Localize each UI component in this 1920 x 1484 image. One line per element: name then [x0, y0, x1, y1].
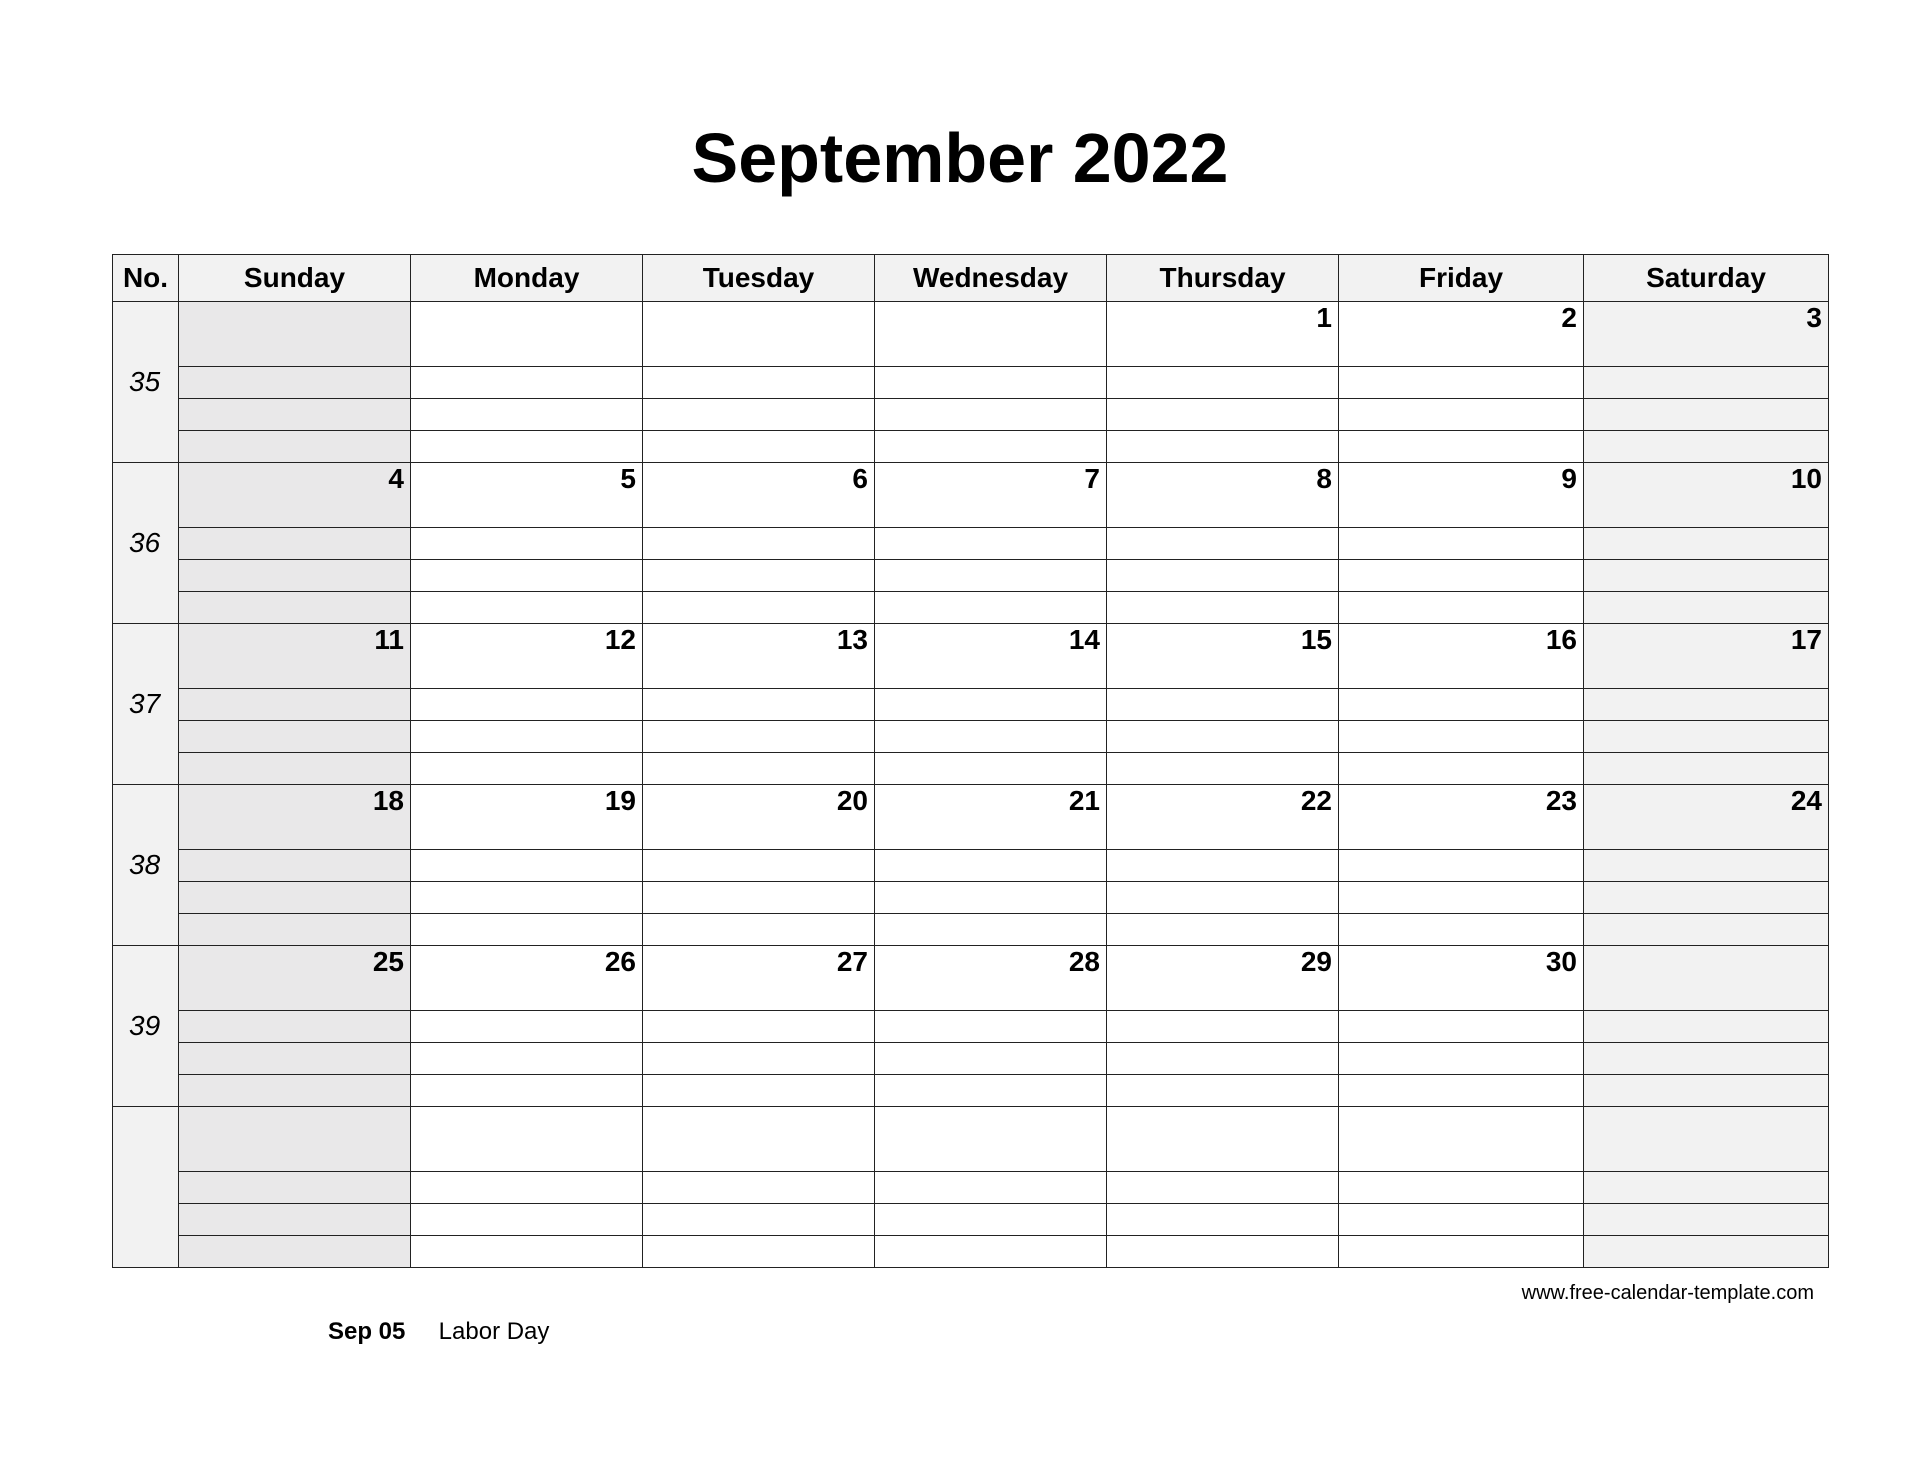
note-line: [411, 1204, 643, 1236]
note-line: [643, 850, 875, 882]
day-cell-friday: 23: [1339, 785, 1584, 850]
note-line: [1584, 1172, 1829, 1204]
note-line: [643, 1011, 875, 1043]
day-cell-thursday: 29: [1107, 946, 1339, 1011]
day-cell-thursday: 22: [1107, 785, 1339, 850]
note-line: [1339, 850, 1584, 882]
note-line: [1339, 592, 1584, 624]
note-line: [179, 528, 411, 560]
holiday-name: Labor Day: [438, 1318, 550, 1345]
week-row: [113, 463, 1829, 528]
note-line: [875, 1075, 1107, 1107]
note-line: [179, 399, 411, 431]
note-line: [1584, 592, 1829, 624]
note-line: [1584, 399, 1829, 431]
note-line: [1339, 689, 1584, 721]
note-line-row: [113, 1236, 1829, 1268]
day-cell-wednesday: [875, 1107, 1107, 1172]
day-cell-wednesday: 21: [875, 785, 1107, 850]
note-line-row: [113, 528, 1829, 560]
day-cell-wednesday: 14: [875, 624, 1107, 689]
note-line: [875, 367, 1107, 399]
note-line: [643, 399, 875, 431]
calendar-title: September 2022: [691, 119, 1229, 197]
note-line-row: [113, 1011, 1829, 1043]
note-line: [411, 721, 643, 753]
day-header-wednesday: Wednesday: [875, 255, 1107, 302]
day-cell-thursday: 15: [1107, 624, 1339, 689]
note-line: [179, 1043, 411, 1075]
note-line: [643, 882, 875, 914]
note-line: [1339, 882, 1584, 914]
note-line: [411, 850, 643, 882]
note-line: [1339, 914, 1584, 946]
note-line: [411, 592, 643, 624]
day-cell-tuesday: [643, 1107, 875, 1172]
note-line: [1584, 850, 1829, 882]
day-cell-monday: 5: [411, 463, 643, 528]
note-line: [643, 528, 875, 560]
note-line: [1107, 914, 1339, 946]
note-line: [643, 1204, 875, 1236]
note-line: [1107, 399, 1339, 431]
note-line: [1107, 431, 1339, 463]
note-line: [1584, 1236, 1829, 1268]
day-cell-sunday: 11: [179, 624, 411, 689]
holiday-item: [328, 1318, 549, 1346]
day-cell-thursday: 8: [1107, 463, 1339, 528]
note-line-row: [113, 367, 1829, 399]
note-line: [1584, 753, 1829, 785]
note-line-row: [113, 1075, 1829, 1107]
note-line: [1107, 528, 1339, 560]
note-line: [1339, 1075, 1584, 1107]
note-line: [1339, 1204, 1584, 1236]
note-line: [1107, 850, 1339, 882]
note-line: [179, 367, 411, 399]
note-line: [875, 1011, 1107, 1043]
week-row: [113, 946, 1829, 1011]
note-line: [1339, 721, 1584, 753]
note-line: [1107, 1011, 1339, 1043]
note-line: [411, 1172, 643, 1204]
note-line: [643, 367, 875, 399]
week-number: 39: [113, 946, 179, 1107]
day-cell-friday: 9: [1339, 463, 1584, 528]
day-cell-sunday: [179, 302, 411, 367]
holiday-date: Sep 05: [328, 1318, 406, 1345]
day-cell-tuesday: 27: [643, 946, 875, 1011]
day-cell-sunday: 4: [179, 463, 411, 528]
note-line: [875, 753, 1107, 785]
note-line: [1584, 367, 1829, 399]
note-line-row: [113, 689, 1829, 721]
note-line: [1339, 1011, 1584, 1043]
weekday-header-row: [113, 255, 1829, 302]
note-line: [179, 431, 411, 463]
calendar-body: [113, 302, 1829, 1268]
note-line: [875, 914, 1107, 946]
note-line: [179, 1011, 411, 1043]
note-line: [179, 592, 411, 624]
note-line: [1584, 914, 1829, 946]
week-number-header: No.: [113, 255, 179, 302]
note-line: [875, 1172, 1107, 1204]
note-line: [411, 431, 643, 463]
note-line: [1584, 882, 1829, 914]
note-line: [1584, 689, 1829, 721]
note-line: [1584, 1011, 1829, 1043]
note-line: [875, 850, 1107, 882]
week-row: [113, 624, 1829, 689]
day-cell-wednesday: 28: [875, 946, 1107, 1011]
day-cell-tuesday: 6: [643, 463, 875, 528]
week-number: 38: [113, 785, 179, 946]
day-header-friday: Friday: [1339, 255, 1584, 302]
note-line: [411, 689, 643, 721]
note-line: [1107, 1043, 1339, 1075]
day-cell-tuesday: 20: [643, 785, 875, 850]
note-line: [1339, 528, 1584, 560]
note-line-row: [113, 560, 1829, 592]
note-line: [1339, 1043, 1584, 1075]
note-line: [643, 560, 875, 592]
note-line: [875, 882, 1107, 914]
day-header-saturday: Saturday: [1584, 255, 1829, 302]
note-line-row: [113, 399, 1829, 431]
note-line: [179, 1204, 411, 1236]
day-cell-saturday: [1584, 946, 1829, 1011]
note-line: [411, 882, 643, 914]
note-line: [1339, 399, 1584, 431]
day-cell-tuesday: [643, 302, 875, 367]
note-line: [1339, 1236, 1584, 1268]
note-line: [875, 528, 1107, 560]
day-cell-tuesday: 13: [643, 624, 875, 689]
note-line-row: [113, 914, 1829, 946]
note-line: [643, 914, 875, 946]
note-line: [1107, 592, 1339, 624]
note-line: [1107, 1075, 1339, 1107]
note-line: [411, 1011, 643, 1043]
note-line-row: [113, 721, 1829, 753]
note-line: [875, 592, 1107, 624]
note-line-row: [113, 882, 1829, 914]
day-cell-friday: 2: [1339, 302, 1584, 367]
note-line: [1107, 1172, 1339, 1204]
day-cell-wednesday: [875, 302, 1107, 367]
note-line: [179, 1236, 411, 1268]
note-line: [1584, 1075, 1829, 1107]
note-line: [411, 914, 643, 946]
note-line: [179, 1172, 411, 1204]
day-cell-monday: 19: [411, 785, 643, 850]
day-cell-monday: 26: [411, 946, 643, 1011]
week-number: 37: [113, 624, 179, 785]
note-line: [875, 1043, 1107, 1075]
day-cell-monday: 12: [411, 624, 643, 689]
day-cell-friday: [1339, 1107, 1584, 1172]
note-line: [1339, 431, 1584, 463]
note-line: [643, 689, 875, 721]
day-cell-thursday: 1: [1107, 302, 1339, 367]
day-cell-saturday: 10: [1584, 463, 1829, 528]
note-line: [1107, 1236, 1339, 1268]
note-line: [179, 850, 411, 882]
note-line: [1584, 1204, 1829, 1236]
note-line-row: [113, 753, 1829, 785]
note-line: [179, 753, 411, 785]
note-line: [411, 1075, 643, 1107]
note-line: [1107, 560, 1339, 592]
day-cell-saturday: 17: [1584, 624, 1829, 689]
note-line: [411, 399, 643, 431]
day-header-thursday: Thursday: [1107, 255, 1339, 302]
day-cell-thursday: [1107, 1107, 1339, 1172]
note-line: [1107, 721, 1339, 753]
week-number: [113, 1107, 179, 1268]
note-line: [1339, 560, 1584, 592]
note-line-row: [113, 1043, 1829, 1075]
day-cell-wednesday: 7: [875, 463, 1107, 528]
calendar-grid: [112, 254, 1829, 1268]
note-line-row: [113, 592, 1829, 624]
note-line: [643, 1236, 875, 1268]
note-line: [411, 367, 643, 399]
week-row: [113, 1107, 1829, 1172]
day-cell-sunday: 18: [179, 785, 411, 850]
note-line: [1107, 1204, 1339, 1236]
day-cell-saturday: [1584, 1107, 1829, 1172]
note-line: [643, 1043, 875, 1075]
note-line: [179, 1075, 411, 1107]
note-line: [411, 753, 643, 785]
week-row: [113, 785, 1829, 850]
note-line: [1584, 528, 1829, 560]
note-line: [411, 560, 643, 592]
note-line: [1339, 367, 1584, 399]
day-cell-friday: 30: [1339, 946, 1584, 1011]
note-line: [875, 721, 1107, 753]
week-number: 36: [113, 463, 179, 624]
note-line: [1339, 753, 1584, 785]
note-line: [179, 560, 411, 592]
day-cell-sunday: [179, 1107, 411, 1172]
note-line: [1107, 367, 1339, 399]
day-cell-friday: 16: [1339, 624, 1584, 689]
note-line: [875, 1236, 1107, 1268]
note-line: [179, 882, 411, 914]
note-line: [1584, 431, 1829, 463]
day-cell-saturday: 24: [1584, 785, 1829, 850]
note-line: [643, 721, 875, 753]
note-line: [179, 689, 411, 721]
note-line-row: [113, 1172, 1829, 1204]
day-cell-monday: [411, 302, 643, 367]
week-number: 35: [113, 302, 179, 463]
note-line: [875, 399, 1107, 431]
day-header-sunday: Sunday: [179, 255, 411, 302]
note-line-row: [113, 850, 1829, 882]
note-line: [643, 431, 875, 463]
note-line: [1584, 1043, 1829, 1075]
day-header-monday: Monday: [411, 255, 643, 302]
note-line: [1107, 882, 1339, 914]
note-line-row: [113, 431, 1829, 463]
day-cell-sunday: 25: [179, 946, 411, 1011]
note-line: [643, 592, 875, 624]
note-line-row: [113, 1204, 1829, 1236]
website-url: www.free-calendar-template.com: [1521, 1282, 1814, 1304]
note-line: [643, 1075, 875, 1107]
day-cell-saturday: 3: [1584, 302, 1829, 367]
note-line: [1107, 689, 1339, 721]
note-line: [411, 1043, 643, 1075]
note-line: [411, 1236, 643, 1268]
note-line: [411, 528, 643, 560]
note-line: [1339, 1172, 1584, 1204]
note-line: [643, 753, 875, 785]
note-line: [643, 1172, 875, 1204]
day-header-tuesday: Tuesday: [643, 255, 875, 302]
note-line: [875, 1204, 1107, 1236]
note-line: [1107, 753, 1339, 785]
note-line: [179, 721, 411, 753]
week-row: [113, 302, 1829, 367]
note-line: [875, 560, 1107, 592]
day-cell-monday: [411, 1107, 643, 1172]
note-line: [1584, 721, 1829, 753]
note-line: [179, 914, 411, 946]
note-line: [875, 689, 1107, 721]
note-line: [1584, 560, 1829, 592]
note-line: [875, 431, 1107, 463]
